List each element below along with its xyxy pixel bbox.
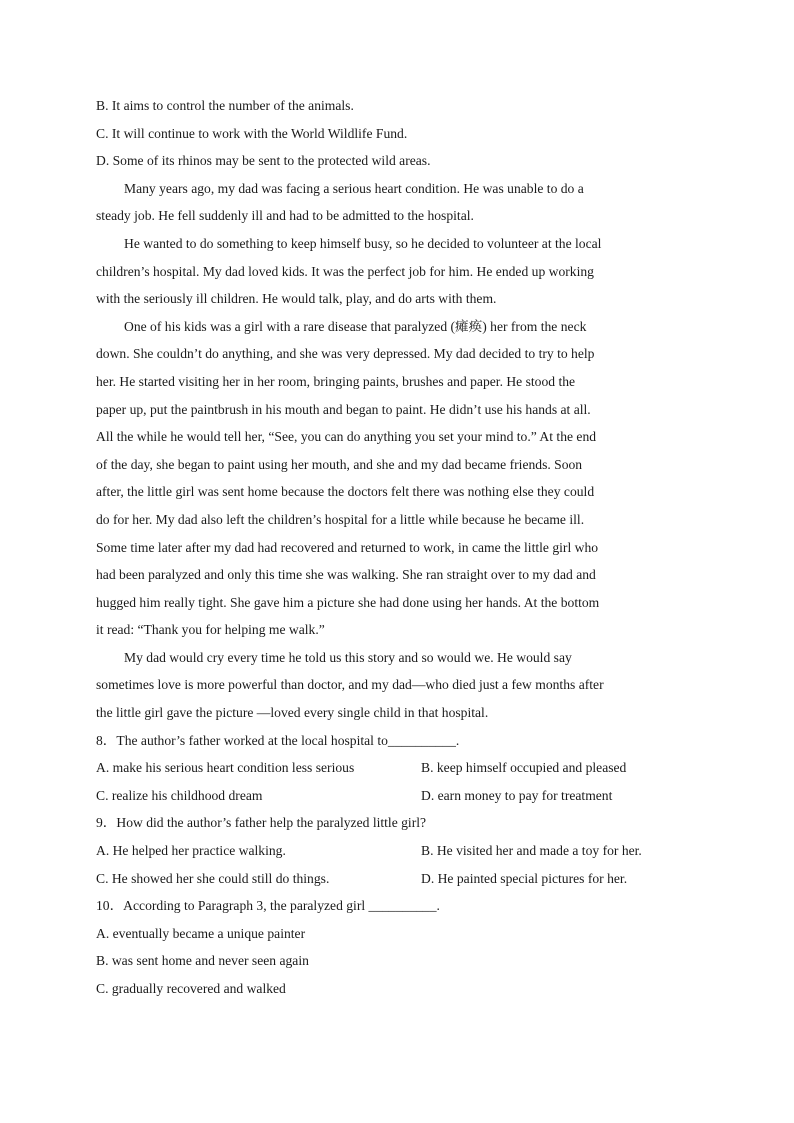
- question-10: [96, 892, 696, 1002]
- passage-paragraph-1: [96, 175, 696, 230]
- passage-line: Some time later after my dad had recovered and returned to work, in came the little girl who: [96, 539, 599, 555]
- question-stem: 10．According to Paragraph 3, the paralyzed girl __________.: [96, 898, 440, 914]
- option-row: [96, 865, 696, 893]
- passage-line: of the day, she began to paint using her mouth, and she and my dad became friends. Soon: [96, 456, 583, 472]
- question-stem: 9．How did the author’s father help the paralyzed little girl?: [96, 815, 427, 831]
- passage-line: the little girl gave the picture —loved every single child in that hospital.: [96, 705, 489, 721]
- passage-line: it read: “Thank you for helping me walk.”: [96, 622, 325, 638]
- option-b: B. It aims to control the number of the animals.: [96, 98, 354, 113]
- option-d: D. Some of its rhinos may be sent to the protected wild areas.: [96, 153, 431, 169]
- passage-line: He wanted to do something to keep himself busy, so he decided to volunteer at the local: [124, 235, 602, 251]
- passage-paragraph-4: [96, 644, 696, 727]
- passage-line: with the seriously ill children. He would talk, play, and do arts with them.: [96, 291, 497, 307]
- passage-line: down. She couldn’t do anything, and she was very depressed. My dad decided to try to help: [96, 346, 595, 362]
- passage-paragraph-2: [96, 230, 696, 313]
- option-c: C. realize his childhood dream: [96, 787, 263, 803]
- option-c: C. It will continue to work with the World Wildlife Fund.: [96, 125, 408, 141]
- option-b: B. was sent home and never seen again: [96, 953, 309, 969]
- passage-line: after, the little girl was sent home because the doctors felt there was nothing else they could: [96, 484, 595, 500]
- option-row: [96, 837, 696, 865]
- passage-line: All the while he would tell her, “See, you can do anything you set your mind to.” At the end: [96, 429, 597, 445]
- option-d: D. He painted special pictures for her.: [421, 870, 628, 886]
- passage-line: My dad would cry every time he told us this story and so would we. He would say: [124, 649, 572, 665]
- option-c: C. gradually recovered and walked: [96, 981, 286, 996]
- passage-line: hugged him really tight. She gave him a picture she had done using her hands. At the bottom: [96, 594, 600, 610]
- question-8: [96, 727, 696, 810]
- option-a: A. eventually became a unique painter: [96, 925, 306, 941]
- passage-line: Many years ago, my dad was facing a serious heart condition. He was unable to do a: [124, 180, 584, 196]
- option-b: B. keep himself occupied and pleased: [421, 760, 627, 776]
- reading-passage: [96, 175, 696, 727]
- passage-paragraph-3: [96, 313, 696, 644]
- passage-line: children’s hospital. My dad loved kids. It was the perfect job for him. He ended up working: [96, 263, 594, 279]
- document-page: [96, 92, 696, 1003]
- passage-line: had been paralyzed and only this time she was walking. She ran straight over to my dad and: [96, 567, 596, 583]
- option-d: D. earn money to pay for treatment: [421, 787, 613, 803]
- passage-line: do for her. My dad also left the children’s hospital for a little while because he became ill.: [96, 511, 585, 527]
- previous-question-options: [96, 92, 696, 175]
- passage-line: her. He started visiting her in her room, bringing paints, brushes and paper. He stood the: [96, 373, 576, 389]
- option-a: A. He helped her practice walking.: [96, 843, 286, 859]
- option-b: B. He visited her and made a toy for her.: [421, 843, 642, 859]
- question-9: [96, 809, 696, 892]
- option-row: [96, 754, 696, 782]
- passage-line: One of his kids was a girl with a rare disease that paralyzed (瘫痪) her from the neck: [124, 318, 587, 334]
- question-stem: 8．The author’s father worked at the local hospital to__________.: [96, 732, 460, 748]
- option-c: C. He showed her she could still do things.: [96, 870, 330, 886]
- option-row: [96, 782, 696, 810]
- passage-line: paper up, put the paintbrush in his mouth and began to paint. He didn’t use his hands at all.: [96, 401, 591, 417]
- option-a: A. make his serious heart condition less serious: [96, 760, 355, 776]
- passage-line: steady job. He fell suddenly ill and had to be admitted to the hospital.: [96, 208, 474, 224]
- passage-line: sometimes love is more powerful than doctor, and my dad—who died just a few months after: [96, 677, 604, 693]
